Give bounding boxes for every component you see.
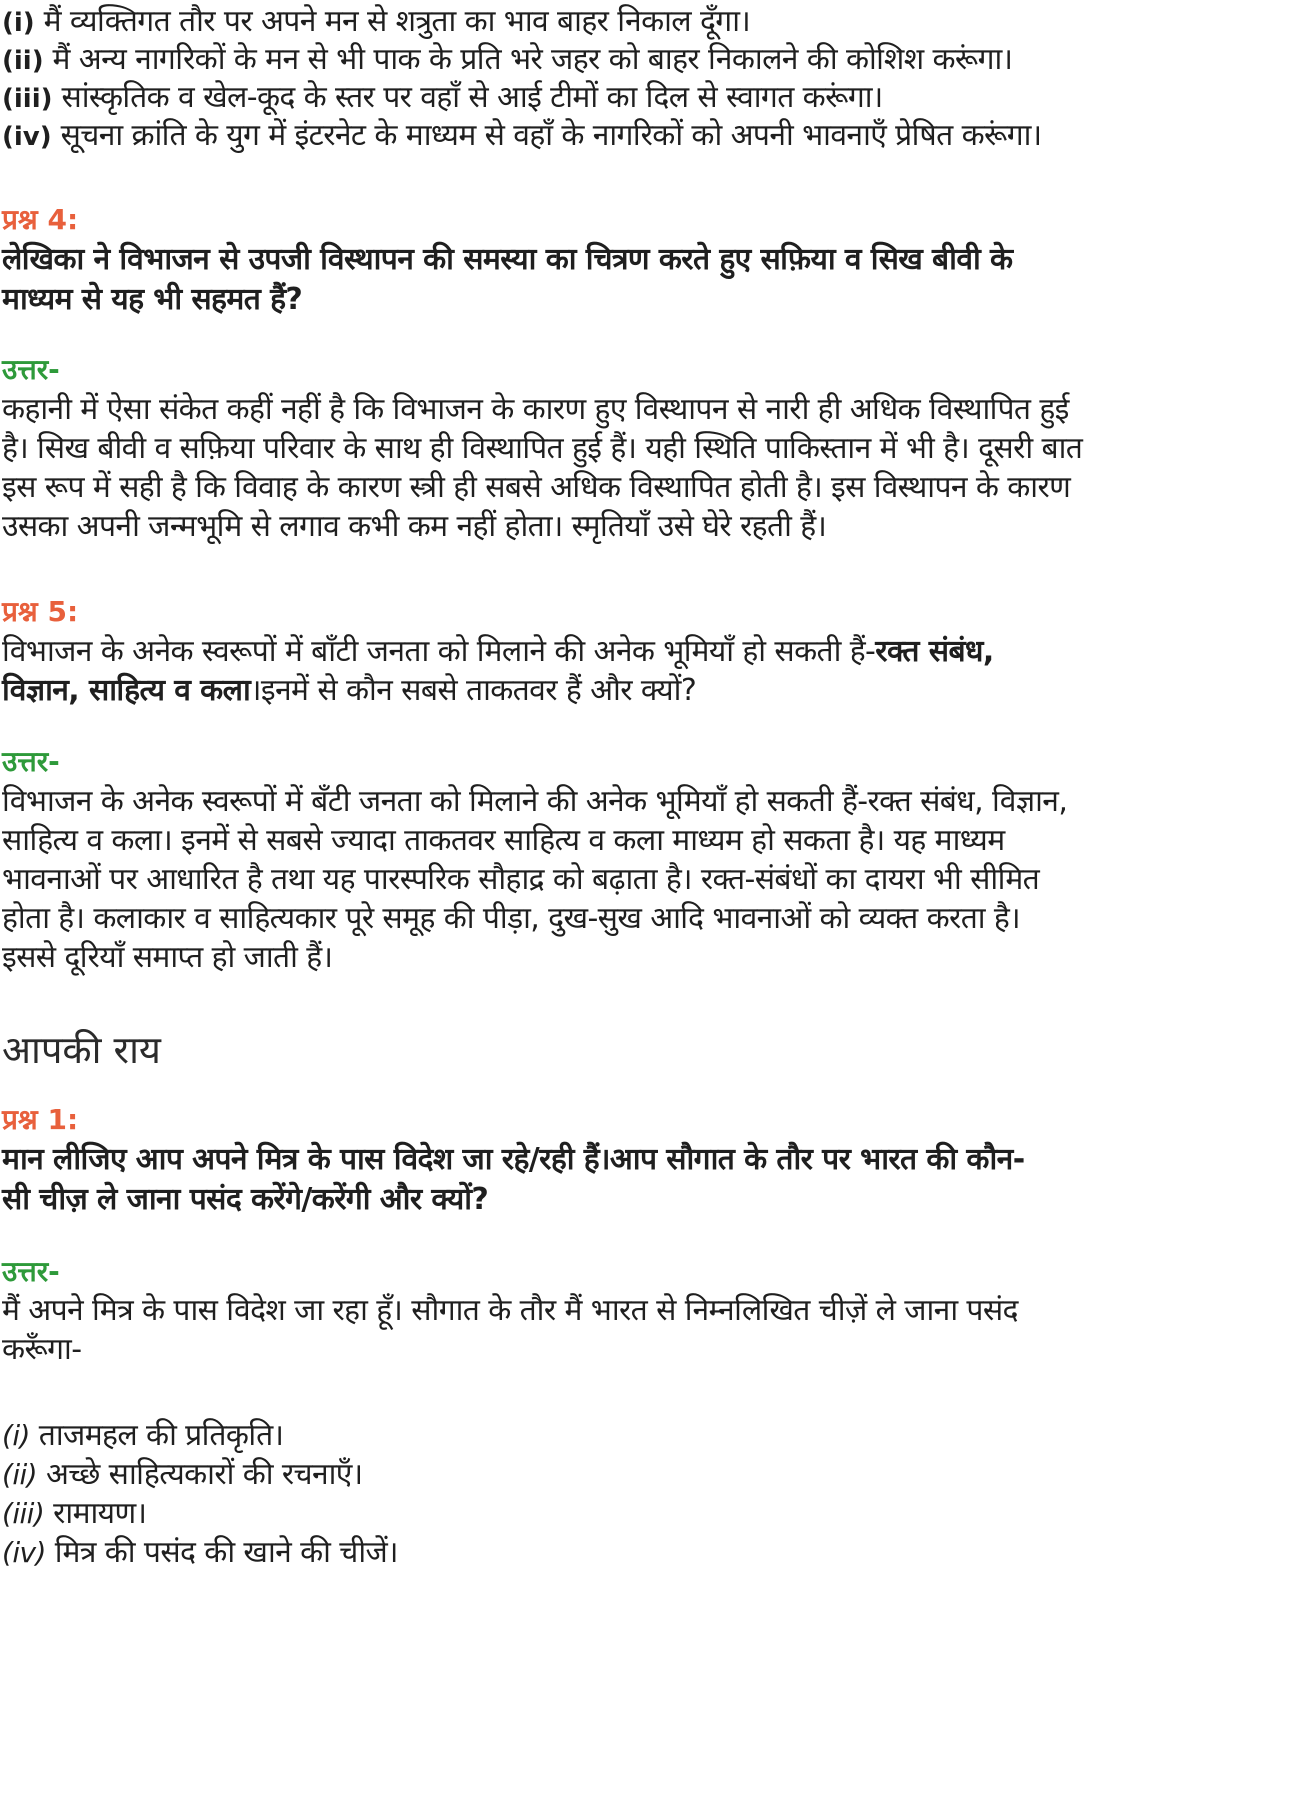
section-heading: आपकी राय [2, 1028, 161, 1072]
question-text: मान लीजिए आप अपने मित्र के पास विदेश जा रहे/रही हैं।आप सौगात के तौर पर भारत की कौन- [2, 1142, 1025, 1177]
question-label: प्रश्न 5: [2, 595, 79, 628]
answer-text: साहित्य व कला। इनमें से सबसे ज्यादा ताकतवर साहित्य व कला माध्यम हो सकता है। यह माध्यम [2, 823, 1005, 858]
question-text [2, 630, 994, 674]
list-item [2, 114, 1042, 159]
list-item-text: मैं व्यक्तिगत तौर पर अपने मन से शत्रुता का भाव बाहर निकाल दूँगा। [34, 4, 751, 39]
question-text-bold: विज्ञान, साहित्य व कला [2, 673, 251, 708]
question-text: सी चीज़ ले जाना पसंद करेंगे/करेंगी और क्यों? [2, 1182, 489, 1217]
answer-text: विभाजन के अनेक स्वरूपों में बँटी जनता को मिलाने की अनेक भूमियाँ हो सकती हैं-रक्त संबंध, विज्ञान, [2, 784, 1068, 819]
question-label: प्रश्न 1: [2, 1103, 79, 1136]
list-item-text: अच्छे साहित्यकारों की रचनाएँ। [37, 1457, 363, 1492]
question-text-plain: विभाजन के अनेक स्वरूपों में बाँटी जनता को मिलाने की अनेक भूमियाँ हो सकती हैं- [2, 634, 876, 669]
answer-text: करूँगा- [2, 1332, 82, 1367]
list-item-text: रामायण। [44, 1496, 147, 1531]
list-item-text: सूचना क्रांति के युग में इंटरनेट के माध्यम से वहाँ के नागरिकों को अपनी भावनाएँ प्रेषित करूंगा। [51, 118, 1042, 153]
question-text: माध्यम से यह भी सहमत हैं? [2, 282, 303, 317]
question-label: प्रश्न 4: [2, 203, 79, 236]
answer-text: कहानी में ऐसा संकेत कहीं नहीं है कि विभाजन के कारण हुए विस्थापन से नारी ही अधिक विस्थापित हुई [2, 392, 1069, 427]
answer-label: उत्तर- [2, 1255, 60, 1288]
list-marker: (iii) [2, 84, 53, 114]
answer-text: है। सिख बीवी व सफ़िया परिवार के साथ ही विस्थापित हुई हैं। यही स्थिति पाकिस्तान में भी है। दूसरी बात [2, 431, 1083, 466]
list-marker: (i) [2, 1419, 30, 1452]
list-item [2, 1531, 398, 1575]
list-item [2, 1453, 363, 1497]
list-marker: (iv) [2, 122, 52, 152]
list-item-text: सांस्कृतिक व खेल-कूद के स्तर पर वहाँ से आई टीमों का दिल से स्वागत करूंगा। [52, 80, 883, 115]
answer-label: उत्तर- [2, 353, 60, 386]
question-text-bold: रक्त संबंध, [875, 634, 994, 669]
answer-text: इस रूप में सही है कि विवाह के कारण स्त्री ही सबसे अधिक विस्थापित होती है। इस विस्थापन के कारण [2, 470, 1071, 505]
list-marker: (ii) [2, 46, 44, 76]
list-item [2, 1492, 146, 1536]
answer-label: उत्तर- [2, 745, 60, 778]
list-marker: (iv) [2, 1536, 46, 1569]
list-marker: (iii) [2, 1497, 45, 1530]
question-text-plain: ।इनमें से कौन सबसे ताकतवर हैं और क्यों? [250, 673, 697, 708]
answer-text: उसका अपनी जन्मभूमि से लगाव कभी कम नहीं होता। स्मृतियाँ उसे घेरे रहती हैं। [2, 509, 827, 544]
question-text [2, 669, 696, 713]
list-item [2, 1414, 283, 1458]
list-marker: (i) [2, 8, 35, 38]
answer-text: होता है। कलाकार व साहित्यकार पूरे समूह की पीड़ा, दुख-सुख आदि भावनाओं को व्यक्त करता है। [2, 901, 1021, 936]
answer-text: मैं अपने मित्र के पास विदेश जा रहा हूँ। सौगात के तौर मैं भारत से निम्नलिखित चीज़ें ले जाना पसंद [2, 1293, 1018, 1328]
list-item-text: मैं अन्य नागरिकों के मन से भी पाक के प्रति भरे जहर को बाहर निकालने की कोशिश करूंगा। [43, 42, 1013, 77]
answer-text: इससे दूरियाँ समाप्त हो जाती हैं। [2, 940, 333, 975]
answer-text: भावनाओं पर आधारित है तथा यह पारस्परिक सौहाद्र को बढ़ाता है। रक्त-संबंधों का दायरा भी सीमित [2, 862, 1040, 897]
list-item-text: मित्र की पसंद की खाने की चीजें। [45, 1535, 398, 1570]
list-marker: (ii) [2, 1458, 38, 1491]
list-item-text: ताजमहल की प्रतिकृति। [29, 1418, 284, 1453]
question-text: लेखिका ने विभाजन से उपजी विस्थापन की समस्या का चित्रण करते हुए सफ़िया व सिख बीवी के [2, 242, 1013, 277]
